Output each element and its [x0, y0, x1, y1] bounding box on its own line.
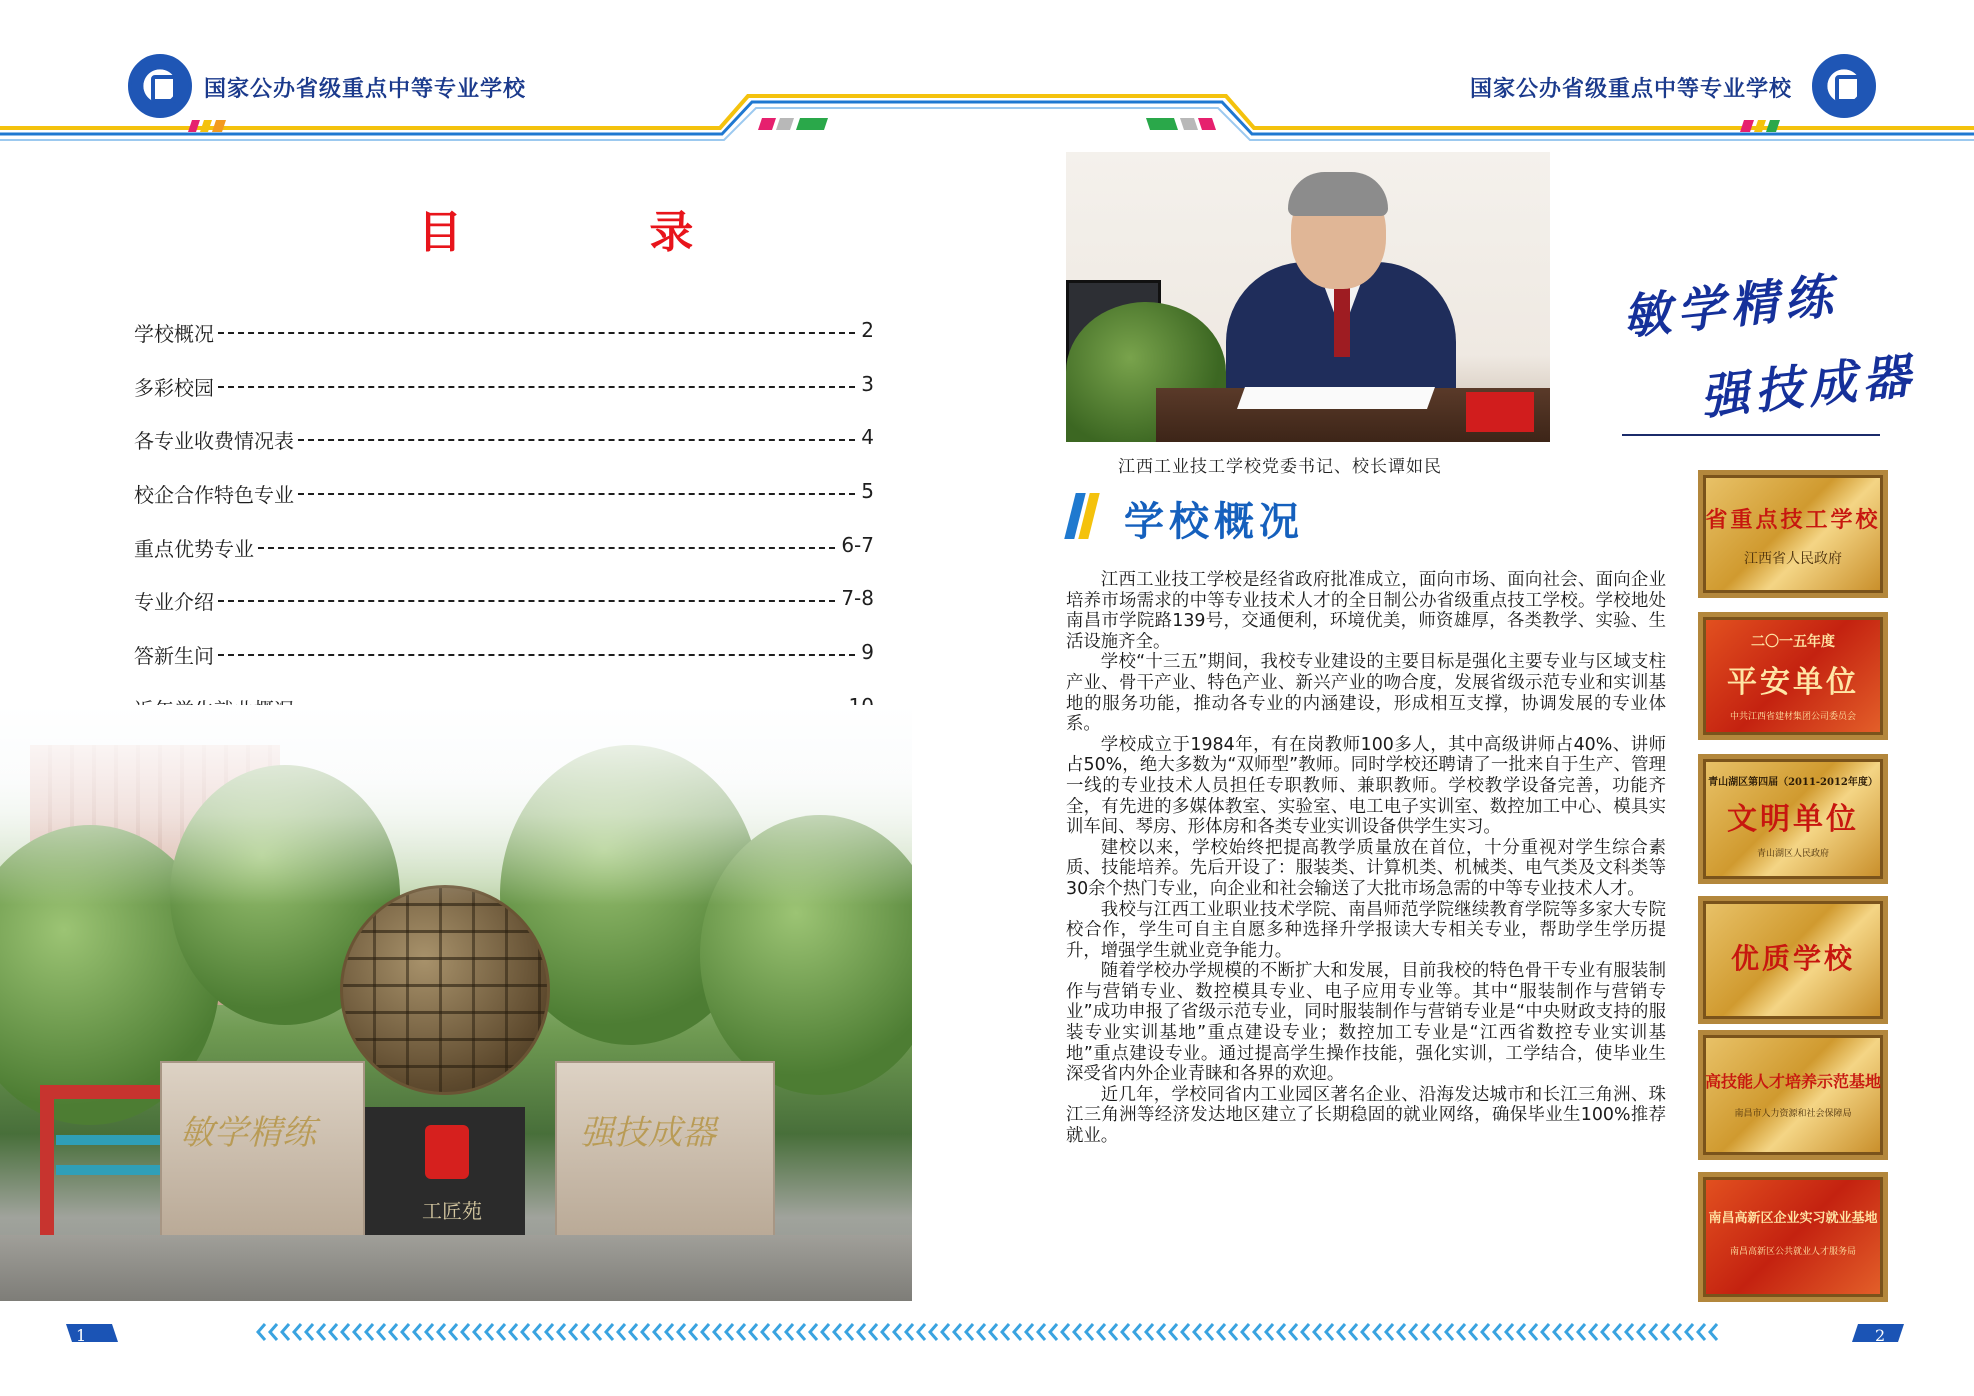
chevron-icon	[462, 1324, 469, 1340]
chevron-icon	[606, 1324, 613, 1340]
chevron-icon	[546, 1324, 553, 1340]
chevron-icon	[1182, 1324, 1189, 1340]
wall-text-right: 强技成器	[580, 1113, 716, 1153]
blue-rail	[56, 1165, 166, 1175]
toc-item-page: 6-7	[841, 532, 874, 557]
chevron-icon	[1326, 1324, 1333, 1340]
photo-fade	[0, 705, 912, 905]
plinth-logo	[425, 1125, 469, 1179]
chevron-icon	[558, 1324, 565, 1340]
chevron-icon	[714, 1324, 721, 1340]
chevron-icon	[966, 1324, 973, 1340]
chevron-icon	[486, 1324, 493, 1340]
award-plaque	[1698, 896, 1888, 1024]
chevron-icon	[1122, 1324, 1129, 1340]
chevron-icon	[438, 1324, 445, 1340]
toc-item[interactable]	[134, 318, 874, 372]
toc-item-label: 学校概况	[134, 318, 218, 347]
chevron-icon	[1674, 1324, 1681, 1340]
chevron-icon	[378, 1324, 385, 1340]
chevron-icon	[978, 1324, 985, 1340]
pavement	[0, 1235, 912, 1301]
chevron-icon	[1602, 1324, 1609, 1340]
plaque-title: 高技能人才培养示范基地	[1704, 1072, 1881, 1091]
chevron-icon	[1698, 1324, 1705, 1340]
principal-hair	[1288, 172, 1388, 216]
chevron-icon	[690, 1324, 697, 1340]
principal-tie	[1334, 277, 1350, 357]
plinth-text: 工匠苑	[422, 1199, 482, 1223]
chevron-icon	[1614, 1324, 1621, 1340]
chevron-icon	[498, 1324, 505, 1340]
chevron-icon	[510, 1324, 517, 1340]
chevron-icon	[822, 1324, 829, 1340]
desk-paper	[1237, 387, 1435, 409]
toc-item-page: 4	[861, 425, 874, 450]
section-body	[1066, 570, 1666, 1147]
chevron-icon	[306, 1324, 313, 1340]
plaque-title: 文明单位	[1727, 802, 1859, 837]
chevron-icon	[1530, 1324, 1537, 1340]
chevron-icon	[834, 1324, 841, 1340]
toc-leader	[298, 439, 855, 441]
toc-leader	[218, 600, 835, 602]
chevron-icon	[882, 1324, 889, 1340]
chevron-icon	[1494, 1324, 1501, 1340]
motto-line-1: 敏学精练	[1620, 267, 1841, 347]
plaque-issuer: 江西省人民政府	[1744, 551, 1842, 567]
body-paragraph: 建校以来，学校始终把提高教学质量放在首位，十分重视对学生综合素质、技能培养。先后开设了：服装类、计算机类、机械类、电气类及文科类等30余个热门专业，向企业和社会输送了大批市场急需的中等专业技术人才。	[1066, 837, 1666, 899]
chevron-icon	[1506, 1324, 1513, 1340]
school-name-left: 国家公办省级重点中等专业学校	[204, 77, 527, 102]
toc-item-page: 3	[861, 371, 874, 396]
body-paragraph: 我校与江西工业职业技术学院、南昌师范学院继续教育学院等多家大专院校合作，学生可自主自愿多种选择升学报读大专相关专业，帮助学生学历提升，增强学生就业竞争能力。	[1066, 899, 1666, 961]
plaque-year: 二〇一五年度	[1751, 634, 1835, 650]
chevron-icon	[1050, 1324, 1057, 1340]
award-plaque	[1698, 470, 1888, 598]
chevron-icon	[918, 1324, 925, 1340]
chevron-icon	[1374, 1324, 1381, 1340]
chevron-icon	[1686, 1324, 1693, 1340]
plaque-title: 省重点技工学校	[1705, 507, 1881, 533]
campus-photo	[0, 705, 912, 1301]
chevron-icon	[990, 1324, 997, 1340]
chevron-icon	[1098, 1324, 1105, 1340]
chevron-icon	[570, 1324, 577, 1340]
body-paragraph: 学校“十三五”期间，我校专业建设的主要目标是强化主要专业与区域支柱产业、骨干产业、特色产业、新兴产业的吻合度，发展省级示范专业和实训基地的服务功能，推动各专业的内涵建设，形成相互支撑，协调发展的专业体系。	[1066, 652, 1666, 735]
chevron-icon	[1542, 1324, 1549, 1340]
chevron-icon	[1350, 1324, 1357, 1340]
plaque-issuer: 青山湖区人民政府	[1756, 849, 1829, 859]
chevron-icon	[1254, 1324, 1261, 1340]
chevron-icon	[642, 1324, 649, 1340]
chevron-icon	[270, 1324, 277, 1340]
chevron-icon	[1074, 1324, 1081, 1340]
chevron-icon	[1302, 1324, 1309, 1340]
chevron-icon	[1422, 1324, 1429, 1340]
principal-caption: 江西工业技工学校党委书记、校长谭如民	[1118, 457, 1442, 477]
motto-underline	[1622, 434, 1880, 436]
school-logo-right	[1812, 54, 1876, 118]
chevron-icon	[1194, 1324, 1201, 1340]
chevron-icon	[1206, 1324, 1213, 1340]
chevron-icon	[618, 1324, 625, 1340]
chevron-icon	[426, 1324, 433, 1340]
toc-title: 目 录	[418, 207, 780, 258]
chevron-icon	[1086, 1324, 1093, 1340]
toc-item-page: 5	[861, 479, 874, 504]
chevron-icon	[1554, 1324, 1561, 1340]
chevron-icon	[1650, 1324, 1657, 1340]
chevron-icon	[354, 1324, 361, 1340]
award-plaque	[1698, 1030, 1888, 1160]
chevron-icon	[906, 1324, 913, 1340]
toc-item-page: 9	[861, 640, 874, 665]
award-plaque	[1698, 754, 1888, 884]
desk-flag	[1466, 392, 1534, 432]
red-frame	[40, 1085, 170, 1099]
chevron-icon	[534, 1324, 541, 1340]
toc-item-page: 7-8	[841, 586, 874, 611]
chevron-icon	[1458, 1324, 1465, 1340]
chevron-icon	[798, 1324, 805, 1340]
chevron-icon	[1626, 1324, 1633, 1340]
wall-text-left: 敏学精练	[180, 1113, 316, 1153]
body-paragraph: 随着学校办学规模的不断扩大和发展，目前我校的特色骨干专业有服装制作与营销专业、数控模具专业、电子应用专业等。其中“服装制作与营销专业”成功申报了省级示范专业，同时服装制作与营销专业是“中央财政支持的服装专业实训基地”重点建设专业；数控加工专业是“江西省数控专业实训基地”重点建设专业。通过提高学生操作技能，强化实训，工学结合，使毕业生深受省内外企业青睐和各界的欢迎。	[1066, 961, 1666, 1085]
chevron-icon	[1398, 1324, 1405, 1340]
page-number-left: 1	[76, 1326, 87, 1345]
toc-item[interactable]	[134, 533, 874, 587]
body-paragraph: 学校成立于1984年，有在岗教师100多人，其中高级讲师占40%、讲师占50%，绝大多数为“双师型”教师。同时学校还聘请了一批来自于生产、管理一线的专业技术人员担任专职教师、兼职教师。学校教学设备完善，功能齐全，有先进的多媒体教室、实验室、电工电子实训室、数控加工中心、模具实训车间、琴房、形体房和各类专业实训设备供学生实习。	[1066, 734, 1666, 838]
award-plaque	[1698, 612, 1888, 740]
chevron-icon	[930, 1324, 937, 1340]
chevron-icon	[1710, 1324, 1717, 1340]
chevron-icon	[318, 1324, 325, 1340]
chevron-icon	[582, 1324, 589, 1340]
school-logo-left	[128, 54, 192, 118]
chevron-icon	[1290, 1324, 1297, 1340]
chevron-icon	[1590, 1324, 1597, 1340]
plaque-issuer: 中共江西省建材集团公司委员会	[1729, 712, 1856, 722]
chevron-icon	[414, 1324, 421, 1340]
toc-item[interactable]	[134, 425, 874, 479]
chevron-icon	[1662, 1324, 1669, 1340]
chevron-icon	[522, 1324, 529, 1340]
toc-item[interactable]	[134, 586, 874, 640]
body-paragraph: 江西工业技工学校是经省政府批准成立，面向市场、面向社会、面向企业培养市场需求的中等专业技术人才的全日制公办省级重点技工学校。学校地处南昌市学院路139号，交通便利，环境优美，师资雄厚，各类教学、实验、生活设施齐全。	[1066, 570, 1666, 652]
chevron-icon	[1170, 1324, 1177, 1340]
chevron-icon	[1578, 1324, 1585, 1340]
chevron-icon	[1038, 1324, 1045, 1340]
chevron-icon	[450, 1324, 457, 1340]
section-bar-icon	[1070, 493, 1098, 539]
chevron-icon	[402, 1324, 409, 1340]
chevron-icon	[474, 1324, 481, 1340]
principal-photo	[1066, 152, 1550, 442]
chevron-icon	[390, 1324, 397, 1340]
red-frame	[40, 1090, 54, 1235]
blue-rail	[56, 1135, 166, 1145]
section-title: 学校概况	[1124, 499, 1304, 545]
chevron-icon	[666, 1324, 673, 1340]
chevron-icon	[1146, 1324, 1153, 1340]
chevron-icon	[1338, 1324, 1345, 1340]
chevron-icon	[1134, 1324, 1141, 1340]
chevron-icon	[1266, 1324, 1273, 1340]
chevron-icon	[1446, 1324, 1453, 1340]
toc-leader	[298, 493, 855, 495]
chevron-icon	[294, 1324, 301, 1340]
toc-item[interactable]	[134, 372, 874, 426]
chevron-icon	[366, 1324, 373, 1340]
chevron-icon	[894, 1324, 901, 1340]
chevron-icon	[1230, 1324, 1237, 1340]
chevron-icon	[1362, 1324, 1369, 1340]
plaque-issuer: 南昌市人力资源和社会保障局	[1734, 1109, 1852, 1119]
chevron-icon	[282, 1324, 289, 1340]
chevron-icon	[762, 1324, 769, 1340]
toc-item-label: 重点优势专业	[134, 533, 258, 562]
chevron-icon	[726, 1324, 733, 1340]
chevron-icon	[1278, 1324, 1285, 1340]
plaque-issuer: 南昌高新区公共就业人才服务局	[1729, 1247, 1856, 1257]
chevron-icon	[1566, 1324, 1573, 1340]
plaque-year: 青山湖区第四届（2011-2012年度）	[1708, 777, 1878, 788]
chevron-icon	[330, 1324, 337, 1340]
toc-item-label: 专业介绍	[134, 586, 218, 615]
chevron-icon	[594, 1324, 601, 1340]
plaque-title: 优质学校	[1730, 942, 1855, 975]
chevron-icon	[942, 1324, 949, 1340]
plaque-title: 平安单位	[1727, 665, 1859, 700]
chevron-icon	[654, 1324, 661, 1340]
chevron-icon	[1026, 1324, 1033, 1340]
toc-leader	[258, 547, 835, 549]
toc-item-label: 校企合作特色专业	[134, 479, 298, 508]
school-name-right: 国家公办省级重点中等专业学校	[1470, 77, 1793, 102]
chevron-icon	[1386, 1324, 1393, 1340]
toc-item[interactable]	[134, 479, 874, 533]
chevron-icon	[810, 1324, 817, 1340]
motto-line-2: 强技成器	[1698, 347, 1919, 427]
chevron-icon	[1014, 1324, 1021, 1340]
footer-decoration	[0, 1318, 1974, 1358]
chevron-icon	[1410, 1324, 1417, 1340]
chevron-icon	[702, 1324, 709, 1340]
chevron-icon	[1518, 1324, 1525, 1340]
body-paragraph: 近几年，学校同省内工业园区著名企业、沿海发达城市和长江三角洲、珠江三角洲等经济发达地区建立了长期稳固的就业网络，确保毕业生100%推荐就业。	[1066, 1084, 1666, 1147]
chevron-icon	[1158, 1324, 1165, 1340]
chevron-icon	[870, 1324, 877, 1340]
chevron-icon	[1638, 1324, 1645, 1340]
plaque-title: 南昌高新区企业实习就业基地	[1708, 1211, 1878, 1226]
toc-leader	[218, 654, 855, 656]
award-plaque	[1698, 1172, 1888, 1302]
chevron-icon	[1242, 1324, 1249, 1340]
chevron-icon	[1482, 1324, 1489, 1340]
chevron-icon	[750, 1324, 757, 1340]
toc-item-label: 各专业收费情况表	[134, 425, 298, 454]
chevron-icon	[846, 1324, 853, 1340]
chevron-icon	[342, 1324, 349, 1340]
chevron-icon	[1062, 1324, 1069, 1340]
chevron-icon	[1434, 1324, 1441, 1340]
chevron-icon	[1314, 1324, 1321, 1340]
toc-item-page: 2	[861, 318, 874, 342]
chevron-icon	[954, 1324, 961, 1340]
page-number-right: 2	[1875, 1326, 1886, 1345]
chevron-icon	[1110, 1324, 1117, 1340]
chevron-icon	[630, 1324, 637, 1340]
toc-item[interactable]	[134, 640, 874, 694]
chevron-icon	[678, 1324, 685, 1340]
globe-sculpture	[340, 885, 550, 1095]
toc-item-label: 答新生问	[134, 640, 218, 669]
chevron-icon	[258, 1324, 265, 1340]
toc-leader	[218, 386, 855, 388]
toc-item-label: 多彩校园	[134, 372, 218, 401]
chevron-icon	[1470, 1324, 1477, 1340]
chevron-icon	[1002, 1324, 1009, 1340]
chevron-icon	[858, 1324, 865, 1340]
toc-leader	[218, 332, 855, 334]
chevron-icon	[1218, 1324, 1225, 1340]
chevron-icon	[774, 1324, 781, 1340]
chevron-icon	[786, 1324, 793, 1340]
chevron-icon	[738, 1324, 745, 1340]
